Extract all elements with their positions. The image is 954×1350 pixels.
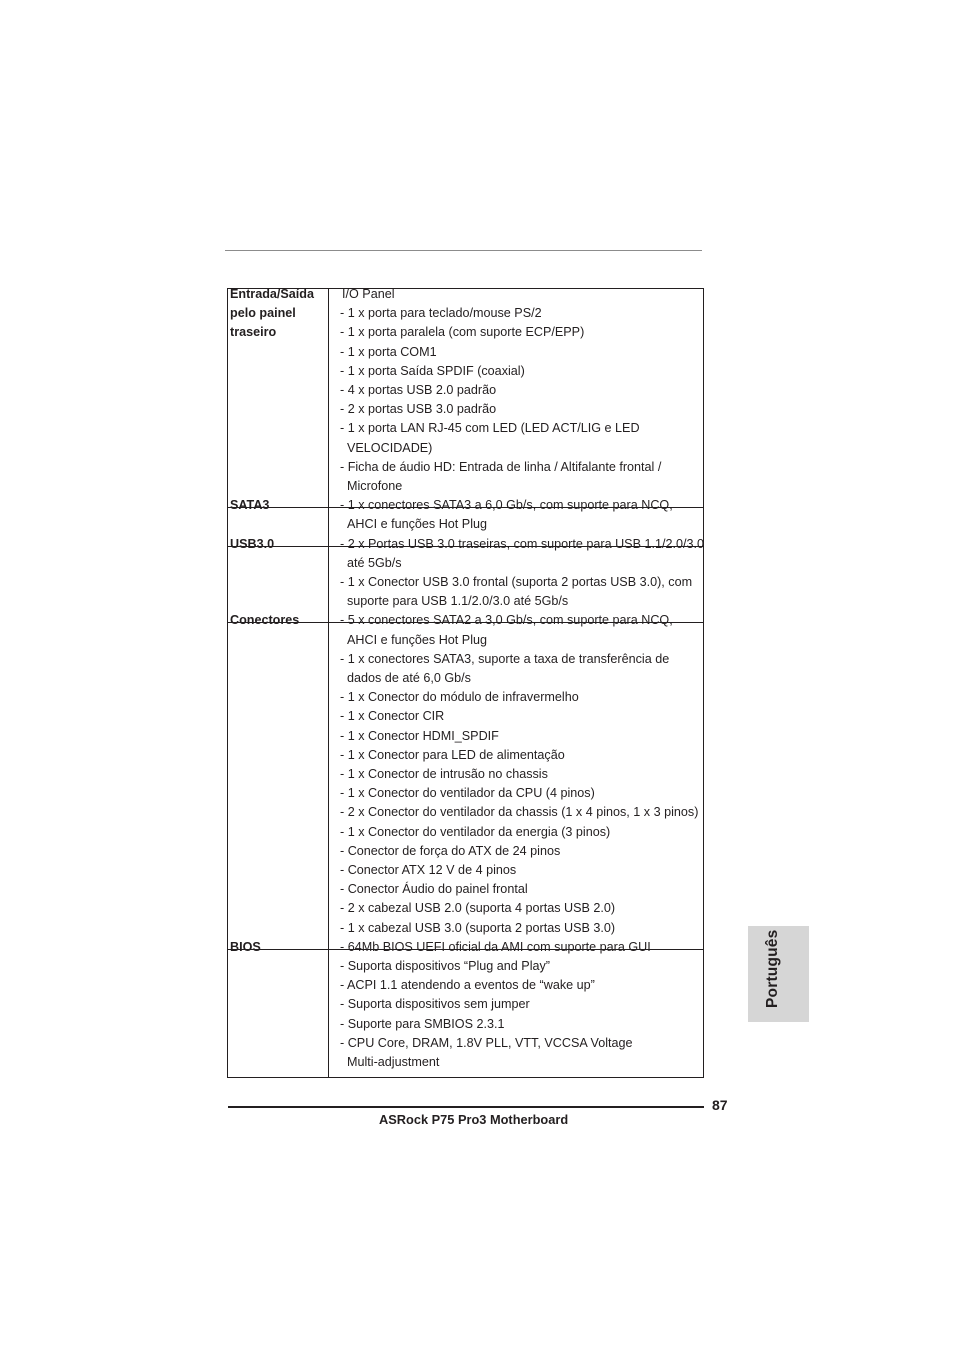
spec-line: - 1 x Conector do módulo de infravermelho [340,690,579,705]
spec-line: - 2 x portas USB 3.0 padrão [340,402,497,417]
spec-line: - Ficha de áudio HD: Entrada de linha / Altifalante frontal / [340,459,662,474]
spec-line: AHCI e funções Hot Plug [347,517,488,532]
spec-line: - CPU Core, DRAM, 1.8V PLL, VTT, VCCSA Voltage [340,1035,633,1050]
spec-line: - 1 x porta paralela (com suporte ECP/EPP) [340,325,585,340]
spec-line: - 2 x Conector do ventilador da chassis (1 x 4 pinos, 1 x 3 pinos) [340,805,699,820]
spec-line: - Suporta dispositivos sem jumper [340,997,530,1012]
spec-line: - 1 x porta para teclado/mouse PS/2 [340,306,542,321]
spec-line: - 1 x porta LAN RJ-45 com LED (LED ACT/LIG e LED [340,421,640,436]
spec-line: - 1 x conectores SATA3, suporte a taxa de transferência de [340,651,670,666]
language-tab-label: Português [764,929,781,1008]
spec-line: - ACPI 1.1 atendendo a eventos de “wake up” [340,978,595,993]
spec-line: I/O Panel [342,287,395,301]
spec-line: - 1 x cabezal USB 3.0 (suporta 2 portas USB 3.0) [340,920,616,935]
footer-product-name: ASRock P75 Pro3 Motherboard [379,1112,569,1127]
spec-line: - 1 x Conector do ventilador da energia (3 pinos) [340,824,611,839]
spec-line: Multi-adjustment [347,1055,440,1069]
spec-line: - 1 x Conector de intrusão no chassis [340,767,548,781]
section-label: SATA3 [230,498,270,513]
spec-line: - 4 x portas USB 2.0 padrão [340,383,497,397]
section-label: pelo painel [230,306,296,321]
spec-line: - 1 x Conector USB 3.0 frontal (suporta 2 portas USB 3.0), com [340,575,693,589]
page-number: 87 [712,1097,728,1113]
section-label: USB3.0 [230,536,275,551]
spec-line: VELOCIDADE) [347,440,433,455]
spec-line: - Conector ATX 12 V de 4 pinos [340,863,517,877]
spec-line: - 1 x Conector do ventilador da CPU (4 pinos) [340,786,595,801]
spec-line: - 1 x conectores SATA3 a 6,0 Gb/s, com suporte para NCQ, [340,498,673,513]
section-label: BIOS [230,939,261,954]
spec-line: - Conector de força do ATX de 24 pinos [340,843,561,858]
spec-line: - 2 x cabezal USB 2.0 (suporta 4 portas USB 2.0) [340,901,616,916]
spec-line: - Suporta dispositivos “Plug and Play” [340,959,550,973]
spec-line: até 5Gb/s [347,555,402,570]
spec-line: - Conector Áudio do painel frontal [340,882,528,897]
section-label: Entrada/Saída [230,287,314,301]
spec-line: - 1 x porta Saída SPDIF (coaxial) [340,363,525,378]
spec-line: dados de até 6,0 Gb/s [347,671,471,685]
section-label: Conectores [230,613,300,628]
spec-line: - 2 x Portas USB 3.0 traseiras, com suporte para USB 1.1/2.0/3.0 [340,536,704,551]
footer-rule [228,1106,704,1108]
spec-line: - 5 x conectores SATA2 a 3,0 Gb/s, com suporte para NCQ, [340,613,673,628]
spec-line: Microfone [347,479,403,493]
spec-line: - 64Mb BIOS UEFI oficial da AMI com suporte para GUI [340,939,651,954]
spec-line: - Suporte para SMBIOS 2.3.1 [340,1016,505,1031]
column-divider [328,288,329,1078]
spec-line: - 1 x Conector CIR [340,709,445,724]
section-label: traseiro [230,325,277,340]
spec-line: AHCI e funções Hot Plug [347,632,488,647]
spec-line: suporte para USB 1.1/2.0/3.0 até 5Gb/s [347,594,569,609]
top-rule [225,250,702,251]
spec-line: - 1 x porta COM1 [340,344,437,359]
spec-line: - 1 x Conector para LED de alimentação [340,747,565,762]
spec-line: - 1 x Conector HDMI_SPDIF [340,728,499,743]
